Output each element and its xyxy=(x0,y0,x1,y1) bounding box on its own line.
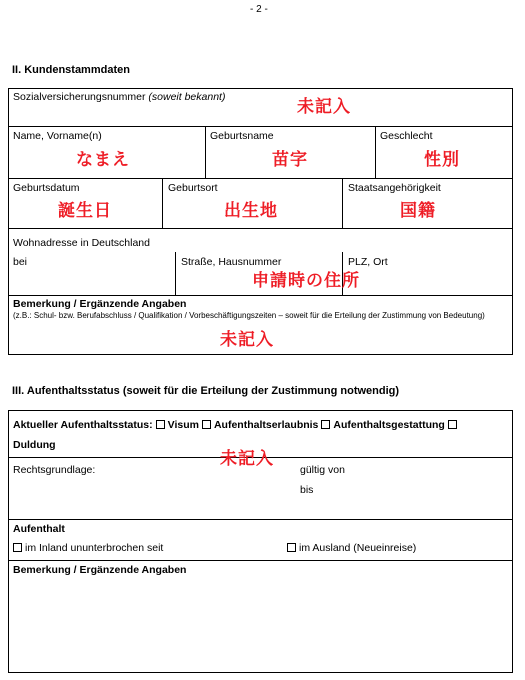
inland-label: im Inland ununterbrochen seit xyxy=(25,542,164,554)
sv-number-field[interactable]: 未記入 xyxy=(297,97,351,117)
address-field[interactable]: 申請時の住所 xyxy=(252,271,360,291)
ausland-checkbox[interactable] xyxy=(287,543,296,552)
divider xyxy=(162,178,163,228)
page-number: - 2 - xyxy=(250,4,268,15)
divider xyxy=(8,228,513,229)
visum-checkbox[interactable] xyxy=(156,420,165,429)
sv-number-label: Sozialversicherungsnummer (soweit bekannt) xyxy=(13,91,226,103)
bei-label: bei xyxy=(13,256,28,268)
visum-label: Visum xyxy=(167,419,199,431)
duldung-checkbox[interactable] xyxy=(448,420,457,429)
rechtsgrundlage-label: Rechtsgrundlage: xyxy=(13,464,96,476)
name-field[interactable]: なまえ xyxy=(76,150,130,170)
name-label: Name, Vorname(n) xyxy=(13,130,102,142)
sv-number-note: (soweit bekannt) xyxy=(148,91,226,103)
aufenthalt-label: Aufenthalt xyxy=(13,523,65,535)
divider xyxy=(175,252,176,295)
remark-note: (z.B.: Schul- bzw. Berufabschluss / Qualifikation / Vorbeschäftigungszeiten – soweit für die Erteilung der Zustimmung von Bedeutung) xyxy=(13,311,485,320)
duldung-label: Duldung xyxy=(13,439,56,451)
nationality-field[interactable]: 国籍 xyxy=(400,201,436,221)
divider xyxy=(205,126,206,178)
remark-label: Bemerkung / Ergänzende Angaben xyxy=(13,298,187,310)
section-3-title: III. Aufenthaltsstatus (soweit für die Erteilung der Zustimmung notwendig) xyxy=(12,385,400,397)
status-label: Aktueller Aufenthaltsstatus: xyxy=(13,419,153,431)
birthdate-label: Geburtsdatum xyxy=(13,182,80,194)
nationality-label: Staatsangehörigkeit xyxy=(348,182,441,194)
gender-field[interactable]: 性別 xyxy=(424,150,460,170)
birthname-label: Geburtsname xyxy=(210,130,274,142)
inland-option xyxy=(10,542,163,554)
divider xyxy=(8,178,513,179)
street-label: Straße, Hausnummer xyxy=(181,256,282,268)
remark-3-label: Bemerkung / Ergänzende Angaben xyxy=(13,564,187,576)
divider xyxy=(342,178,343,228)
aufenthaltserlaubnis-label: Aufenthaltserlaubnis xyxy=(213,419,319,431)
birthplace-field[interactable]: 出生地 xyxy=(224,201,278,221)
divider xyxy=(8,126,513,127)
remark-field[interactable]: 未記入 xyxy=(220,330,274,350)
divider xyxy=(375,126,376,178)
status-line xyxy=(13,419,460,431)
ausland-option xyxy=(284,542,416,554)
inland-checkbox[interactable] xyxy=(13,543,22,552)
birthplace-label: Geburtsort xyxy=(168,182,218,194)
address-label: Wohnadresse in Deutschland xyxy=(13,237,150,249)
birthname-field[interactable]: 苗字 xyxy=(272,150,308,170)
aufenthaltsgestattung-label: Aufenthaltsgestattung xyxy=(333,419,445,431)
gueltig-von-label: gültig von xyxy=(300,464,345,476)
status-field[interactable]: 未記入 xyxy=(220,449,274,469)
plz-label: PLZ, Ort xyxy=(348,256,388,268)
section-2-title: II. Kundenstammdaten xyxy=(12,64,130,76)
aufenthaltsgestattung-checkbox[interactable] xyxy=(321,420,330,429)
divider xyxy=(8,560,513,561)
remark-3-field[interactable] xyxy=(9,578,512,672)
aufenthaltserlaubnis-checkbox[interactable] xyxy=(202,420,211,429)
ausland-label: im Ausland (Neueinreise) xyxy=(299,542,417,554)
divider xyxy=(8,295,513,296)
birthdate-field[interactable]: 誕生日 xyxy=(58,201,112,221)
divider xyxy=(8,519,513,520)
gender-label: Geschlecht xyxy=(380,130,433,142)
bis-label: bis xyxy=(300,484,314,496)
